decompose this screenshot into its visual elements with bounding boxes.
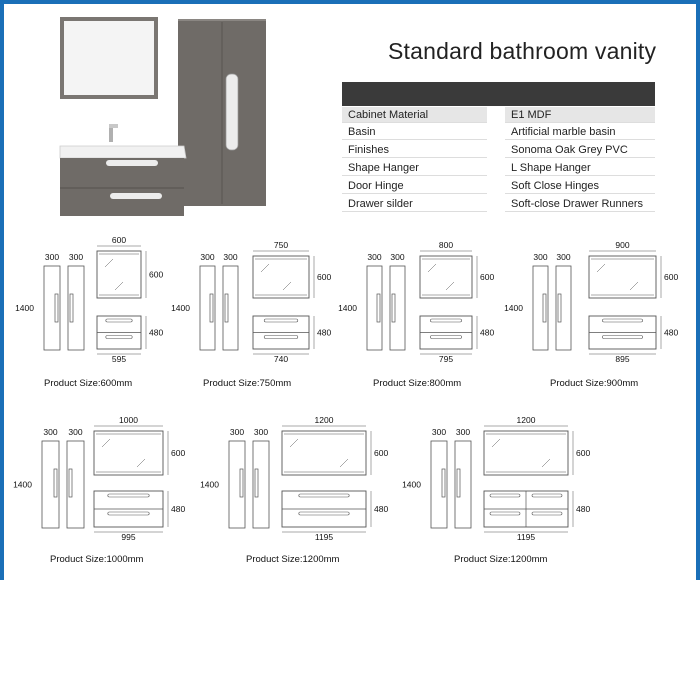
spec-key: Finishes bbox=[342, 142, 487, 158]
cabinet-height-label: 1400 bbox=[15, 303, 34, 313]
mirror-height-label: 600 bbox=[149, 269, 164, 280]
mirror-glare bbox=[446, 282, 454, 290]
mirror bbox=[420, 256, 472, 298]
cabinet-width-label: 300 bbox=[223, 252, 238, 262]
product-size-caption: Product Size:750mm bbox=[203, 378, 292, 389]
product-size-caption: Product Size:800mm bbox=[373, 378, 462, 389]
product-size-caption: Product Size:1000mm bbox=[50, 554, 144, 565]
spec-key: Basin bbox=[342, 124, 487, 140]
mirror-height-label: 600 bbox=[576, 448, 591, 458]
product-size-caption: Product Size:1200mm bbox=[246, 554, 340, 565]
mirror-width-label: 800 bbox=[438, 240, 454, 250]
mirror bbox=[484, 431, 568, 475]
mirror-height-label: 600 bbox=[480, 272, 495, 282]
drawer-handle bbox=[299, 512, 349, 515]
vanity-width-label: 595 bbox=[111, 354, 127, 364]
drawer-handle bbox=[430, 319, 461, 322]
mirror-width-label: 600 bbox=[111, 235, 127, 245]
cabinet-handle bbox=[442, 469, 445, 497]
spec-key: Shape Hanger bbox=[342, 160, 487, 176]
mirror bbox=[97, 251, 141, 298]
tall-cabinet-right bbox=[455, 441, 471, 528]
vanity-width-label: 740 bbox=[273, 354, 289, 364]
spec-value: Artificial marble basin bbox=[505, 124, 655, 140]
cabinet-height-label: 1400 bbox=[338, 303, 357, 313]
mirror bbox=[253, 256, 309, 298]
cabinet-height-label: 1400 bbox=[504, 303, 523, 313]
spec-key: Cabinet Material bbox=[342, 107, 487, 123]
spec-key: Drawer silder bbox=[342, 196, 487, 212]
vanity-height-label: 480 bbox=[317, 327, 332, 338]
cabinet-handle bbox=[457, 469, 460, 497]
vanity-height-label: 480 bbox=[664, 327, 679, 338]
product-size-caption: Product Size:900mm bbox=[550, 378, 639, 389]
mirror-glare bbox=[115, 282, 123, 290]
cabinet-width-label: 300 bbox=[44, 252, 60, 262]
drawer-handle bbox=[106, 336, 132, 339]
drawer-handle bbox=[264, 336, 298, 339]
mirror-width-label: 1200 bbox=[516, 415, 536, 425]
mirror-glare bbox=[137, 459, 145, 467]
tall-cabinet-right bbox=[67, 441, 84, 528]
product-size-caption: Product Size:1200mm bbox=[454, 554, 548, 565]
cabinet-width-label: 300 bbox=[431, 427, 447, 437]
cabinet-handle bbox=[55, 294, 58, 322]
mirror-height-label: 600 bbox=[664, 272, 679, 282]
drawer-handle bbox=[108, 494, 149, 497]
drawer-handle bbox=[108, 512, 149, 515]
drawer-handle bbox=[532, 494, 562, 497]
spec-key: Door Hinge bbox=[342, 178, 487, 194]
mirror-height-label: 600 bbox=[374, 448, 389, 458]
mirror-glare bbox=[290, 439, 298, 447]
cabinet-handle bbox=[225, 294, 228, 322]
cabinet-width-label: 300 bbox=[253, 427, 269, 437]
mirror-width-label: 1000 bbox=[119, 415, 138, 425]
cabinet-handle bbox=[54, 469, 57, 497]
cabinet-handle bbox=[543, 294, 546, 322]
mirror-glare bbox=[261, 264, 269, 272]
mirror bbox=[282, 431, 366, 475]
vanity-height-label: 480 bbox=[171, 504, 186, 514]
cabinet-width-label: 300 bbox=[556, 252, 571, 262]
mirror-glare bbox=[283, 282, 291, 290]
drawer-handle bbox=[430, 336, 461, 339]
cabinet-width-label: 300 bbox=[390, 252, 405, 262]
cabinet-handle bbox=[210, 294, 213, 322]
tall-cabinet-right bbox=[68, 266, 84, 350]
mirror-glare bbox=[542, 459, 550, 467]
cabinet-handle bbox=[392, 294, 395, 322]
drawer-handle bbox=[106, 319, 132, 322]
drawer-handle bbox=[602, 319, 642, 322]
tall-cabinet-left bbox=[44, 266, 60, 350]
cabinet-width-label: 300 bbox=[200, 252, 215, 262]
cabinet-width-label: 300 bbox=[68, 427, 83, 437]
drawer-handle bbox=[299, 494, 349, 497]
spec-value: E1 MDF bbox=[505, 107, 655, 123]
cabinet-height-label: 1400 bbox=[402, 479, 421, 490]
spec-value: Sonoma Oak Grey PVC bbox=[505, 142, 655, 158]
vanity-width-label: 1195 bbox=[314, 532, 334, 542]
mirror-height-label: 600 bbox=[171, 448, 186, 458]
cabinet-height-label: 1400 bbox=[171, 303, 190, 313]
mirror-glare bbox=[630, 282, 638, 290]
mirror-glare bbox=[340, 459, 348, 467]
cabinet-handle bbox=[558, 294, 561, 322]
cabinet-width-label: 300 bbox=[367, 252, 382, 262]
cabinet-width-label: 300 bbox=[68, 252, 84, 262]
cabinet-handle bbox=[240, 469, 243, 497]
mirror bbox=[589, 256, 656, 298]
vanity-height-label: 480 bbox=[374, 504, 389, 514]
mirror-width-label: 1200 bbox=[314, 415, 334, 425]
cabinet-handle bbox=[255, 469, 258, 497]
spec-value: Soft-close Drawer Runners bbox=[505, 196, 655, 212]
vanity-width-label: 795 bbox=[438, 354, 454, 364]
cabinet-handle bbox=[70, 294, 73, 322]
vanity-height-label: 480 bbox=[480, 327, 495, 338]
mirror-height-label: 600 bbox=[317, 272, 332, 282]
mirror bbox=[94, 431, 163, 475]
mirror-glare bbox=[597, 264, 605, 272]
drawer-handle bbox=[602, 336, 642, 339]
mirror-glare bbox=[492, 439, 500, 447]
drawer-handle bbox=[264, 319, 298, 322]
vanity-width-label: 895 bbox=[615, 354, 630, 364]
mirror-glare bbox=[105, 259, 113, 267]
cabinet-handle bbox=[377, 294, 380, 322]
spec-value: L Shape Hanger bbox=[505, 160, 655, 176]
cabinet-height-label: 1400 bbox=[13, 479, 32, 490]
mirror-width-label: 750 bbox=[273, 240, 289, 250]
vanity-height-label: 480 bbox=[576, 504, 591, 514]
drawer-handle bbox=[532, 512, 562, 515]
drawer-handle bbox=[490, 494, 520, 497]
mirror-glare bbox=[102, 439, 110, 447]
cabinet-width-label: 300 bbox=[43, 427, 58, 437]
tall-cabinet-right bbox=[253, 441, 269, 528]
drawer-handle bbox=[490, 512, 520, 515]
cabinet-width-label: 300 bbox=[533, 252, 548, 262]
product-size-caption: Product Size:600mm bbox=[44, 378, 133, 389]
spec-value: Soft Close Hinges bbox=[505, 178, 655, 194]
cabinet-width-label: 300 bbox=[229, 427, 245, 437]
tall-cabinet-left bbox=[42, 441, 59, 528]
vanity-height-label: 480 bbox=[149, 327, 164, 338]
mirror-width-label: 900 bbox=[615, 240, 630, 250]
cabinet-handle bbox=[69, 469, 72, 497]
cabinet-width-label: 300 bbox=[455, 427, 471, 437]
tall-cabinet-left bbox=[229, 441, 245, 528]
tall-cabinet-left bbox=[431, 441, 447, 528]
page-title: Standard bathroom vanity bbox=[388, 38, 657, 64]
vanity-width-label: 995 bbox=[121, 532, 136, 542]
cabinet-height-label: 1400 bbox=[200, 479, 219, 490]
mirror-glare bbox=[428, 264, 436, 272]
vanity-width-label: 1195 bbox=[516, 532, 536, 542]
